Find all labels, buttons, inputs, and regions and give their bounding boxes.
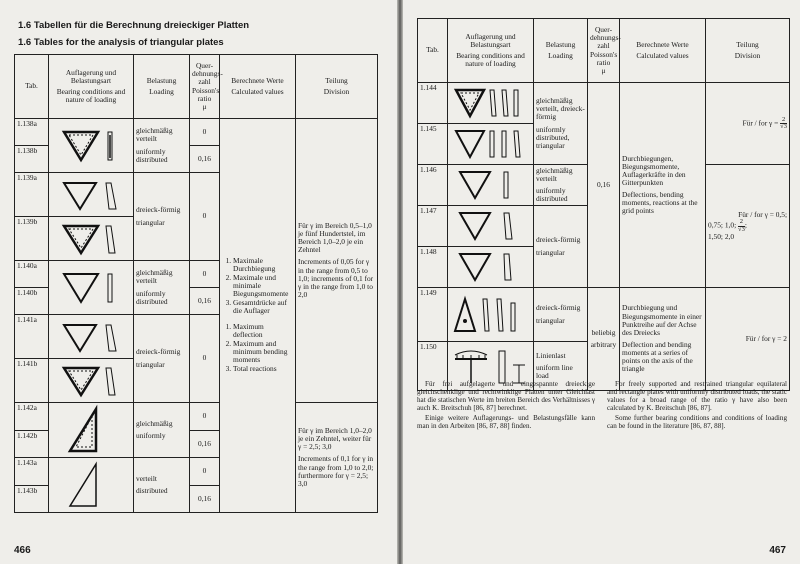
- table-row: [15, 403, 378, 431]
- col-header-tab: Tab.: [15, 55, 49, 119]
- diagram-cell: [49, 315, 134, 359]
- load-de: gleichmäßig verteilt: [136, 126, 173, 144]
- row-id: 1.139a: [15, 173, 49, 217]
- division-en: Increments of 0,1 for γ in the range from 1,0 to 2,0; furthermore for γ = 2,5; 3,0: [298, 454, 374, 488]
- diagram-cell: [448, 124, 534, 165]
- calc-values-cell: [220, 119, 296, 513]
- down-triangle-uniform-diagram: [452, 168, 530, 202]
- col-header-tab: Tab.: [418, 19, 448, 83]
- load-de: dreieck-förmig: [536, 303, 581, 313]
- division-line: Für / for γ = 0,5;: [738, 209, 787, 219]
- calc-en: Deflection and bending moments at a series of points on the axis of the triangle: [622, 340, 693, 374]
- mu-value: 0,16: [190, 430, 220, 458]
- header-calc-en: Calculated values: [636, 51, 689, 60]
- diagram-cell: [448, 206, 534, 247]
- load-de: gleichmäßig verteilt, dreieck-förmig: [536, 96, 585, 122]
- col-header-division: [706, 19, 790, 83]
- calc-list-de: [222, 257, 293, 316]
- down-triangle-tri-load-diagram: [452, 209, 530, 243]
- diagram-cell: [49, 261, 134, 315]
- mu-value: 0: [190, 458, 220, 486]
- right-triangle-dashed-diagram: [56, 406, 126, 454]
- fraction-denominator: √3: [738, 225, 745, 233]
- row-id: 1.143b: [15, 485, 49, 513]
- division-en: Increments of 0,05 for γ in the range from 0,5 to 1,0; increments of 0,1 for γ in the range from 1,0 to 2,0: [298, 257, 374, 299]
- down-triangle-dashed-diagram: [56, 126, 126, 166]
- header-poisson-de: Quer-dehnungs-zahl: [192, 61, 223, 87]
- header-poisson-symbol: μ: [202, 101, 207, 111]
- col-header-support: [49, 55, 134, 119]
- load-en: distributed: [136, 486, 168, 495]
- header-div-de: Teilung: [325, 75, 348, 85]
- mu-value: 0,16: [588, 83, 620, 288]
- row-id: 1.144: [418, 83, 448, 124]
- col-header-poisson: [588, 19, 620, 83]
- row-id: 1.149: [418, 288, 448, 342]
- loading-cell: [534, 83, 588, 165]
- loading-cell: [134, 119, 190, 173]
- right-page: [403, 0, 800, 564]
- down-triangle-clamped-diagram: [56, 363, 126, 399]
- division-text: Für / for γ =: [742, 118, 779, 128]
- load-en: triangular: [136, 217, 165, 227]
- header-calc-de: Berechnete Werte: [636, 39, 689, 49]
- loading-cell: [134, 261, 190, 315]
- header-poisson-en: Poisson's ratio: [590, 49, 618, 67]
- load-en: uniform line load: [536, 362, 573, 381]
- load-de: verteilt: [136, 473, 157, 483]
- loading-cell: [534, 165, 588, 206]
- calc-en: Deflections, bending moments, reactions at the grid points: [622, 190, 698, 216]
- division-cell-a: [706, 83, 790, 165]
- calc-list-en: [222, 323, 293, 374]
- diagram-cell: [448, 288, 534, 342]
- table-row: [15, 119, 378, 146]
- division-de: Für γ im Bereich 1,0–2,0 je ein Zehntel, weiter für γ = 2,5; 3,0: [298, 426, 372, 452]
- load-de: gleichmäßig verteilt: [536, 165, 573, 183]
- right-triangle-simple-diagram: [56, 461, 126, 509]
- load-en: uniformly distributed: [136, 288, 168, 306]
- fraction-denominator: √3: [780, 123, 787, 130]
- row-id: 1.138b: [15, 146, 49, 173]
- header-support-en: Bearing conditions and nature of loading: [456, 51, 525, 69]
- mu-value: 0,16: [190, 288, 220, 315]
- paragraph-de-1: Für frei aufgelagerte und eingespannte dreieckige gleichschenklige und rechtwinklige Platten unter Gleichlast hat die statischen Werte im breiten Bereich des Verhältnisses γ auch K. Breitschuh [86, 87] berechnet.: [417, 380, 595, 413]
- row-id: 1.140a: [15, 261, 49, 288]
- down-triangle-combined-load-diagram: [452, 86, 530, 120]
- calc-item: 3. Total reactions: [233, 365, 293, 373]
- col-header-poisson: [190, 55, 223, 119]
- paragraph-en-1: For freely supported and restrained triangular equilateral and rectangle plates with uniformly distributed loads, the static values for a broad range of the ratio γ have also been calculated by K. Breitschuh [86, 87].: [607, 380, 787, 413]
- load-de: dreieck-förmig: [536, 235, 581, 245]
- loading-cell: [534, 206, 588, 288]
- table-header-row: [418, 19, 790, 83]
- header-div-en: Division: [323, 87, 350, 96]
- header-div-en: Division: [734, 51, 761, 60]
- table-row: [418, 83, 790, 124]
- load-de: gleichmäßig verteilt: [136, 268, 173, 286]
- row-id: 1.147: [418, 206, 448, 247]
- row-id: 1.146: [418, 165, 448, 206]
- mu-de: beliebig: [591, 327, 616, 337]
- load-de: gleichmäßig: [136, 418, 173, 428]
- page-number-left: 466: [14, 545, 31, 556]
- mu-value: 0: [190, 119, 220, 146]
- loading-cell: [134, 403, 190, 458]
- loading-cell: [134, 315, 190, 403]
- load-de: dreieck-förmig: [136, 347, 181, 357]
- row-id: 1.142b: [15, 430, 49, 458]
- division-fraction: [738, 219, 745, 233]
- header-calc-en: Calculated values: [231, 87, 284, 96]
- mu-en: arbitrary: [590, 340, 617, 349]
- load-en: uniformly: [136, 431, 166, 440]
- calc-de: Durchbiegungen, Biegungsmomente, Auflagerkräfte in den Gitterpunkten: [622, 153, 686, 187]
- load-de: dreieck-förmig: [136, 205, 181, 215]
- header-support-de: Auflagerung und Belastungsart: [465, 31, 516, 49]
- fraction-numerator: 2: [739, 218, 744, 225]
- diagram-cell: [49, 403, 134, 458]
- calc-values-cell-1: [620, 83, 706, 288]
- col-header-support: [448, 19, 534, 83]
- load-en: uniformly distributed: [136, 146, 168, 164]
- paragraph-en: [607, 380, 787, 431]
- diagram-cell: [448, 165, 534, 206]
- row-id: 1.150: [418, 342, 448, 391]
- calc-item: 3. Gesamtdrücke auf die Auflager: [233, 299, 293, 315]
- division-text: 0,75; 1,0;: [708, 220, 737, 230]
- calc-item: 2. Maximum and minimum bending moments: [233, 340, 293, 364]
- paragraph-en-2: Some further bearing conditions and conditions of loading can be found in the literature [86, 87, 88].: [607, 413, 787, 430]
- calc-values-cell-2: [620, 288, 706, 391]
- right-table: [417, 18, 790, 391]
- table-header-row: [15, 55, 378, 119]
- header-div-de: Teilung: [736, 39, 759, 49]
- down-triangle-uniform-diagram: [56, 268, 126, 308]
- fraction-numerator: 2: [781, 115, 786, 123]
- load-en: triangular: [536, 247, 565, 257]
- paragraph-de: [417, 380, 595, 431]
- division-fraction: [780, 117, 787, 131]
- header-loading-de: Belastung: [545, 39, 576, 49]
- mu-value: 0: [190, 173, 220, 261]
- division-line: 1,50; 2,0: [708, 232, 735, 241]
- calc-item: 2. Maximale und minimale Biegungsmomente: [233, 274, 293, 298]
- mu-value: 0: [190, 315, 220, 403]
- calc-item: 1. Maximale Durchbiegung: [233, 257, 293, 273]
- calc-item: 1. Maximum deflection: [233, 323, 293, 339]
- up-triangle-tri-load-diagram: [451, 293, 531, 337]
- header-support-en: Bearing conditions and nature of loading: [56, 87, 126, 105]
- header-poisson-symbol: μ: [601, 65, 606, 75]
- col-header-calc: [220, 55, 296, 119]
- diagram-cell: [448, 83, 534, 124]
- division-cell-b: [706, 165, 790, 288]
- col-header-loading: [134, 55, 190, 119]
- division-line-2: 0,75; 1,0; $\frac{2}{√3}$;: [708, 218, 747, 233]
- mu-value: 0: [190, 261, 220, 288]
- diagram-cell: [49, 359, 134, 403]
- row-id: 1.141b: [15, 359, 49, 403]
- header-loading-de: Belastung: [146, 75, 177, 85]
- col-header-division: [296, 55, 378, 119]
- loading-cell: [534, 288, 588, 342]
- load-en: triangular: [536, 315, 565, 325]
- col-header-loading: [534, 19, 588, 83]
- diagram-cell: [49, 119, 134, 173]
- load-en: uniformly distributed, triangular: [536, 124, 570, 150]
- load-en: triangular: [136, 359, 165, 369]
- table-row: [418, 288, 790, 342]
- down-triangle-combined-load-diagram: [452, 127, 530, 161]
- header-calc-de: Berechnete Werte: [231, 75, 284, 85]
- header-poisson-de: Quer-dehnungs-zahl: [590, 25, 621, 51]
- down-triangle-clamped-diagram: [56, 221, 126, 257]
- paragraph-de-2: Einige weitere Auflagerungs- und Belastungsfälle kann man in den Arbeiten [86, 87, 88] finden.: [417, 413, 595, 430]
- diagram-cell: [448, 247, 534, 288]
- calc-de: Durchbiegung und Biegungsmomente in einer Punktreihe auf der Achse des Dreiecks: [622, 303, 702, 337]
- left-page: [0, 0, 397, 564]
- division-cell-2: [296, 403, 378, 513]
- down-triangle-tri-load-diagram: [56, 319, 126, 355]
- section-heading-de: 1.6 Tabellen für die Berechnung dreieckiger Platten: [18, 20, 250, 31]
- row-id: 1.141a: [15, 315, 49, 359]
- diagram-cell: [49, 173, 134, 217]
- row-id: 1.148: [418, 247, 448, 288]
- row-id: 1.142a: [15, 403, 49, 431]
- left-table: [14, 54, 378, 513]
- load-de: Linienlast: [536, 350, 566, 360]
- mu-value: 0,16: [190, 485, 220, 513]
- col-header-calc: [620, 19, 706, 83]
- load-en: uniformly distributed: [536, 186, 568, 204]
- mu-value-arbitrary: [588, 288, 620, 391]
- section-heading-en: 1.6 Tables for the analysis of triangular plates: [18, 37, 224, 48]
- row-id: 1.140b: [15, 288, 49, 315]
- mu-value: 0,16: [190, 146, 220, 173]
- loading-cell: [134, 173, 190, 261]
- division-de: Für γ im Bereich 0,5–1,0 je fünf Hundertstel, im Bereich 1,0–2,0 je ein Zehntel: [298, 220, 372, 255]
- row-id: 1.139b: [15, 217, 49, 261]
- division-cell-1: [296, 119, 378, 403]
- page-number-right: 467: [769, 545, 786, 556]
- diagram-cell: [49, 217, 134, 261]
- row-id: 1.145: [418, 124, 448, 165]
- row-id: 1.138a: [15, 119, 49, 146]
- loading-cell: [134, 458, 190, 513]
- division-cell-c: Für / for γ = 2: [706, 288, 790, 391]
- header-poisson-en: Poisson's ratio: [192, 85, 220, 103]
- down-triangle-tri-load-diagram: [452, 250, 530, 284]
- header-support-de: Auflagerung und Belastungsart: [65, 67, 117, 85]
- down-triangle-tri-load-diagram: [56, 177, 126, 213]
- mu-value: 0: [190, 403, 220, 431]
- header-loading-en: Loading: [149, 87, 174, 96]
- row-id: 1.143a: [15, 458, 49, 486]
- header-loading-en: Loading: [548, 51, 573, 60]
- diagram-cell: [49, 458, 134, 513]
